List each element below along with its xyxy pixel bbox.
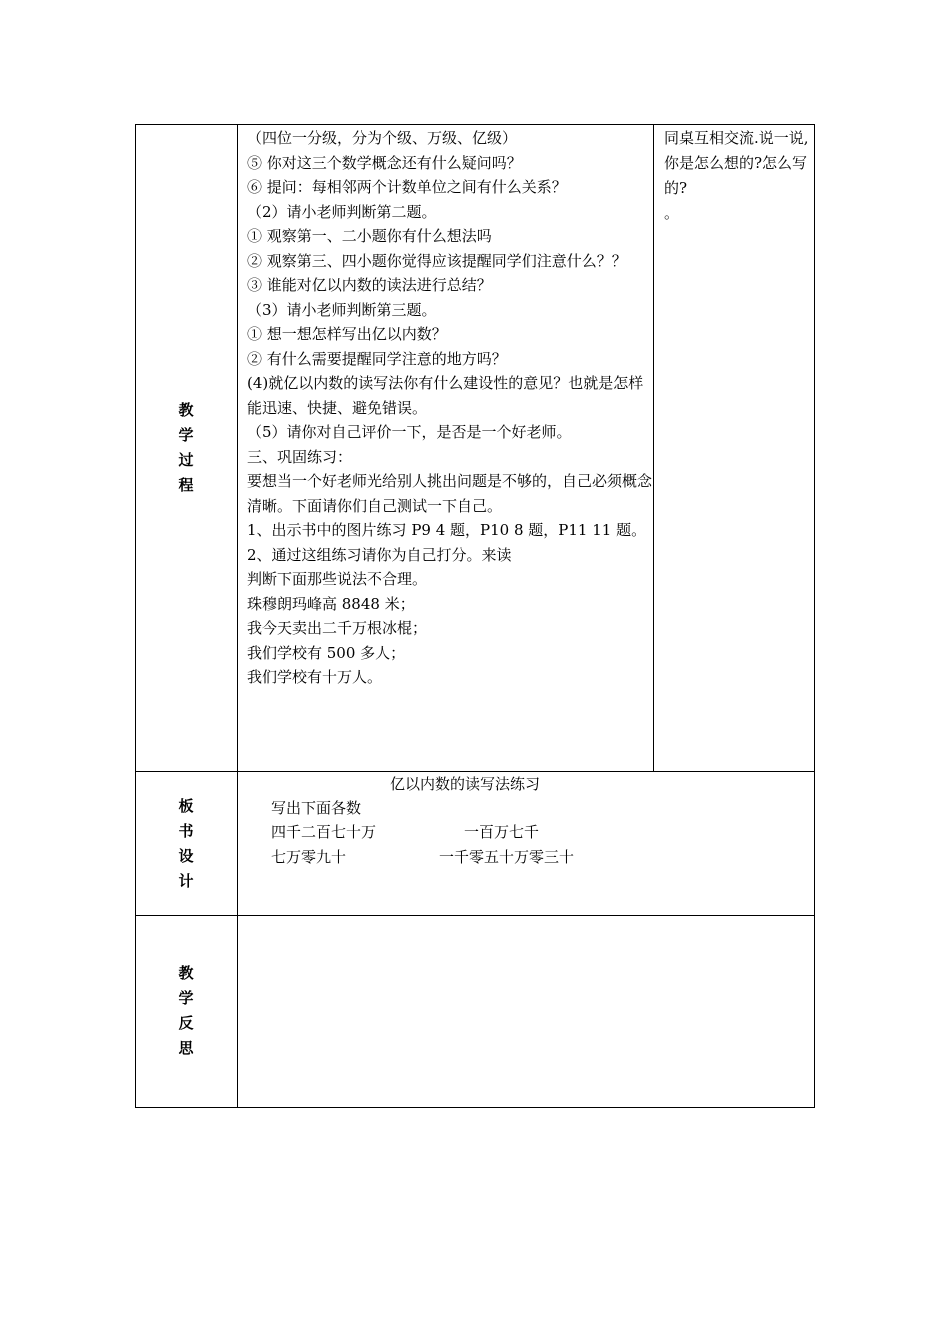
process-line: 1、出示书中的图片练习 P9 4 题，P10 8 题，P11 11 题。 — [247, 521, 647, 539]
board-label-char: 设 — [178, 847, 194, 865]
process-label-char: 程 — [178, 476, 194, 494]
reflection-label-char: 反 — [178, 1014, 194, 1032]
process-line: ② 有什么需要提醒同学注意的地方吗？ — [247, 349, 507, 368]
process-line: ⑥ 提问：每相邻两个计数单位之间有什么关系？ — [247, 178, 567, 196]
reflection-label-char: 思 — [178, 1039, 194, 1057]
process-line: （3）请小老师判断第三题。 — [247, 300, 437, 319]
board-label-char: 板 — [178, 797, 194, 815]
process-line: （5）请你对自己评价一下，是否是一个好老师。 — [247, 423, 572, 441]
process-row-label — [135, 398, 237, 498]
process-line: (4)就亿以内数的读写法你有什么建设性的意见？也就是怎样能迅速、快捷、避免错误。 — [247, 374, 644, 417]
board-subtitle: 写出下面各数 — [271, 799, 362, 817]
board-label-char: 计 — [178, 872, 194, 890]
process-label-char: 教 — [178, 401, 194, 419]
board-item: 一千零五十万零三十 — [439, 848, 575, 866]
process-line: 我今天卖出二千万根冰棍； — [247, 619, 428, 637]
process-line: ① 想一想怎样写出亿以内数？ — [247, 325, 447, 343]
process-content — [247, 126, 652, 690]
reflection-row-label — [135, 961, 237, 1061]
process-line: 我们学校有十万人。 — [247, 668, 383, 686]
reflection-label-char: 学 — [178, 989, 194, 1007]
board-item: 一百万七千 — [464, 823, 540, 841]
process-line: ③ 谁能对亿以内数的读法进行总结？ — [247, 276, 492, 294]
process-label-char: 过 — [178, 451, 194, 469]
board-item: 七万零九十 — [271, 848, 347, 866]
board-label-char: 书 — [178, 822, 194, 840]
process-line: ② 观察第三、四小题你觉得应该提醒同学们注意什么？？ — [247, 251, 627, 270]
process-line: （四位一分级，分为个级、万级、亿级） — [247, 129, 518, 147]
student-activity-column — [664, 126, 814, 226]
process-line: （2）请小老师判断第二题。 — [247, 202, 437, 221]
process-line: 珠穆朗玛峰高 8848 米； — [247, 594, 415, 613]
board-item: 四千二百七十万 — [271, 823, 377, 841]
process-line: ① 观察第一、二小题你有什么想法吗 — [247, 227, 492, 245]
reflection-content — [238, 916, 814, 1107]
process-line: 我们学校有 500 多人； — [247, 643, 406, 662]
process-label-char: 学 — [178, 426, 194, 444]
process-line: 要想当一个好老师光给别人挑出问题是不够的，自己必须概念清晰。下面请你们自己测试一下自己。 — [247, 472, 653, 515]
board-row-label — [135, 794, 237, 894]
student-activity-text: 同桌互相交流.说一说,你是怎么想的?怎么写的? — [664, 129, 809, 197]
process-line: 三、巩固练习： — [247, 447, 353, 466]
board-title: 亿以内数的读写法练习 — [389, 775, 540, 793]
process-line: 2、通过这组练习请你为自己打分。来读 — [247, 545, 512, 564]
side-column-divider — [653, 124, 654, 772]
table-border-right — [814, 124, 815, 1108]
process-line: 判断下面那些说法不合理。 — [247, 570, 428, 588]
reflection-label-char: 教 — [178, 964, 194, 982]
student-activity-mark: 。 — [664, 204, 680, 222]
process-line: ⑤ 你对这三个数学概念还有什么疑问吗？ — [247, 153, 522, 172]
